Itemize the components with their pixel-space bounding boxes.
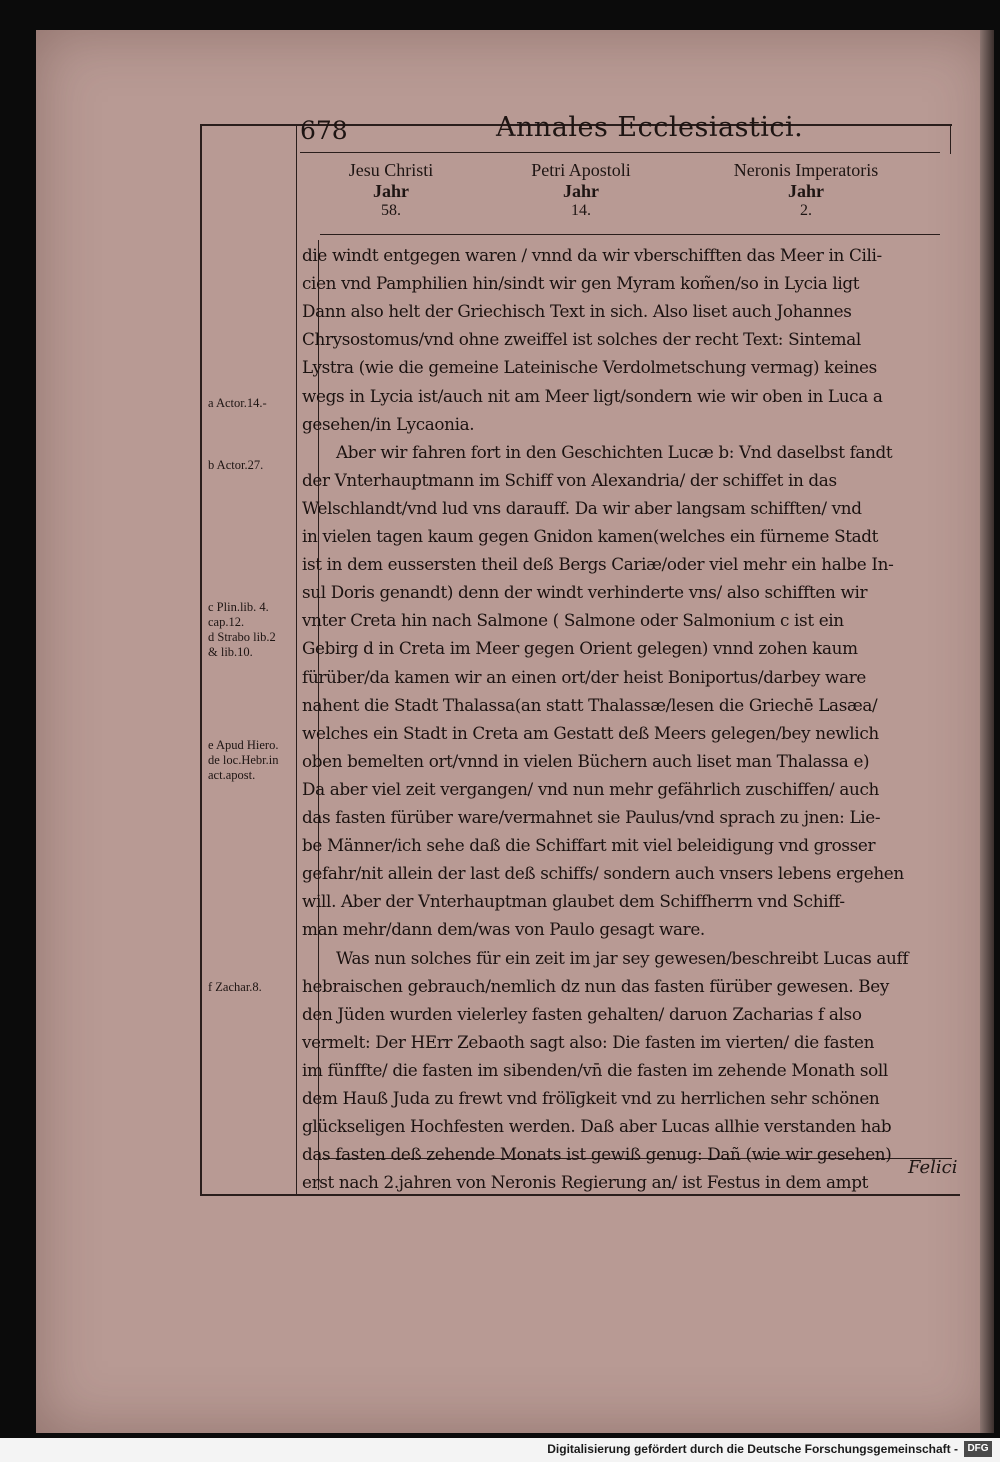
margin-note-b (208, 458, 263, 473)
text-line: den Jüden wurden vielerley fasten gehalten/ daruon Zacharias f also (302, 1003, 862, 1024)
text-line: Welschlandt/vnd lud vns darauff. Da wir aber langsam schifften/ vnd (302, 497, 862, 518)
header-underline (300, 152, 940, 153)
text-line: ist in dem eussersten theil deß Bergs Cariæ/oder viel mehr ein halbe In- (302, 554, 894, 575)
text-line: cien vnd Pamphilien hin/sindt wir gen Myram kom̃en/so in Lycia ligt (302, 273, 860, 294)
text-line: gefahr/nit allein der last deß schiffs/ sondern auch vnsers lebens ergehen (302, 863, 904, 884)
margin-note-text: f Zachar.8. (208, 980, 262, 994)
text-line: nahent die Stadt Thalassa(an statt Thalassæ/lesen die Griechē Lasæa/ (302, 694, 878, 715)
text-line: will. Aber der Vnterhauptman glaubet dem Schiffherrn vnd Schiff- (302, 891, 845, 912)
text-line: Was nun solches für ein zeit im jar sey gewesen/beschreibt Lucas auff (336, 947, 909, 968)
text-line: vermelt: Der HErr Zebaoth sagt also: Die fasten im vierten/ die fasten (302, 1031, 875, 1052)
margin-note-text: c Plin.lib. 4. cap.12. d Strabo lib.2 & lib.10. (208, 600, 276, 659)
text-line: erst nach 2.jahren von Neronis Regierung an/ ist Festus in dem ampt (302, 1172, 869, 1193)
text-line: der Vnterhauptmann im Schiff von Alexandria/ der schiffet in das (302, 469, 837, 490)
text-line: das fasten deß zehende Monats ist gewiß genug: Dañ (wie wir gesehen) (302, 1144, 892, 1165)
text-line: welches ein Stadt in Creta am Gestatt deß Meers gelegen/bey newlich (302, 722, 879, 743)
margin-note-text: e Apud Hiero. de loc.Hebr.in act.apost. (208, 738, 279, 782)
text-line: oben bemelten ort/vnnd in vielen Büchern auch liset man Thalassa e) (302, 750, 870, 771)
text-line: Gebirg d in Creta im Meer gegen Orient gelegen) vnnd zohen kaum (302, 638, 858, 659)
column-head-year: 2. (800, 202, 812, 219)
column-head-year: 14. (571, 202, 591, 219)
running-title: Annales Ecclesiastici. (496, 112, 804, 143)
text-line: Aber wir fahren fort in den Geschichten Lucæ b: Vnd daselbst fandt (336, 441, 893, 462)
margin-note-c-d (208, 600, 276, 660)
column-head-line1: Petri Apostoli (531, 160, 631, 180)
margin-note-f (208, 980, 262, 995)
text-line: in vielen tagen kaum gegen Gnidon kamen(welches ein fürneme Stadt (302, 526, 879, 546)
text-line: im fünffte/ die fasten im sibenden/vn̄ die fasten im zehende Monath soll (302, 1059, 888, 1080)
margin-note-text: a Actor.14.- (208, 396, 267, 410)
column-head-line2: Jahr (788, 181, 824, 201)
text-line: Da aber viel zeit vergangen/ vnd nun mehr gefährlich zuschiffen/ auch (302, 778, 879, 799)
margin-note-text: b Actor.27. (208, 458, 264, 472)
digitization-footer (0, 1438, 1000, 1462)
dfg-logo: DFG (964, 1441, 992, 1457)
margin-note-a (208, 396, 267, 411)
text-line: die windt entgegen waren / vnnd da wir vberschifften das Meer in Cili- (302, 245, 882, 265)
catchword: Felici (908, 1157, 958, 1178)
page-number: 678 (300, 116, 348, 145)
column-head-neronis (706, 160, 906, 220)
column-head-christi (326, 160, 456, 220)
column-head-petri (506, 160, 656, 220)
margin-column-divider (296, 124, 297, 1194)
footer-credit-text: Digitalisierung gefördert durch die Deutsche Forschungsgemeinschaft - (547, 1442, 958, 1456)
text-line: be Männer/ich sehe daß die Schiffart mit viel beleidigung vnd grosser (302, 835, 876, 856)
text-line: dem Hauß Juda zu frewt vnd frölīgkeit vnd zu herrlichen sehr schönen (302, 1088, 880, 1108)
text-line: sul Doris genandt) denn der windt verhinderte vns/ also schifften wir (302, 582, 868, 603)
text-line: man mehr/dann dem/was von Paulo gesagt ware. (302, 919, 705, 940)
text-line: wegs in Lycia ist/auch nit am Meer ligt/sondern wie wir oben in Luca a (302, 385, 883, 406)
column-head-line1: Jesu Christi (348, 160, 434, 180)
text-line: Lystra (wie die gemeine Lateinische Verdolmetschung vermag) keines (302, 357, 877, 378)
column-head-line2: Jahr (563, 181, 599, 201)
text-line: gesehen/in Lycaonia. (302, 413, 475, 434)
frame-right-rule (950, 124, 951, 154)
text-line: Chrysostomus/vnd ohne zweiffel ist solches der recht Text: Sintemal (302, 329, 861, 350)
running-head (300, 112, 950, 152)
column-head-rule (320, 234, 940, 235)
text-line: hebraischen gebrauch/nemlich dz nun das fasten fürüber gewesen. Bey (302, 975, 889, 996)
margin-note-e (208, 738, 278, 783)
book-binding-edge (980, 30, 994, 1433)
text-line: glückseligen Hochfesten werden. Daß aber Lucas allhie verstanden hab (302, 1116, 892, 1137)
text-line: vnter Creta hin nach Salmone ( Salmone oder Salmonium c ist ein (302, 610, 844, 631)
text-line: das fasten fürüber ware/vermahnet sie Paulus/vnd sprach zu jnen: Lie- (302, 807, 881, 827)
column-head-year: 58. (381, 202, 401, 219)
text-line: fürüber/da kamen wir an einen ort/der heist Boniportus/darbey ware (302, 666, 866, 687)
column-head-line2: Jahr (373, 181, 409, 201)
frame-left-rule (200, 124, 202, 1196)
column-head-line1: Neronis Imperatoris (733, 160, 879, 180)
text-line: Dann also helt der Griechisch Text in sich. Also liset auch Johannes (302, 301, 852, 322)
